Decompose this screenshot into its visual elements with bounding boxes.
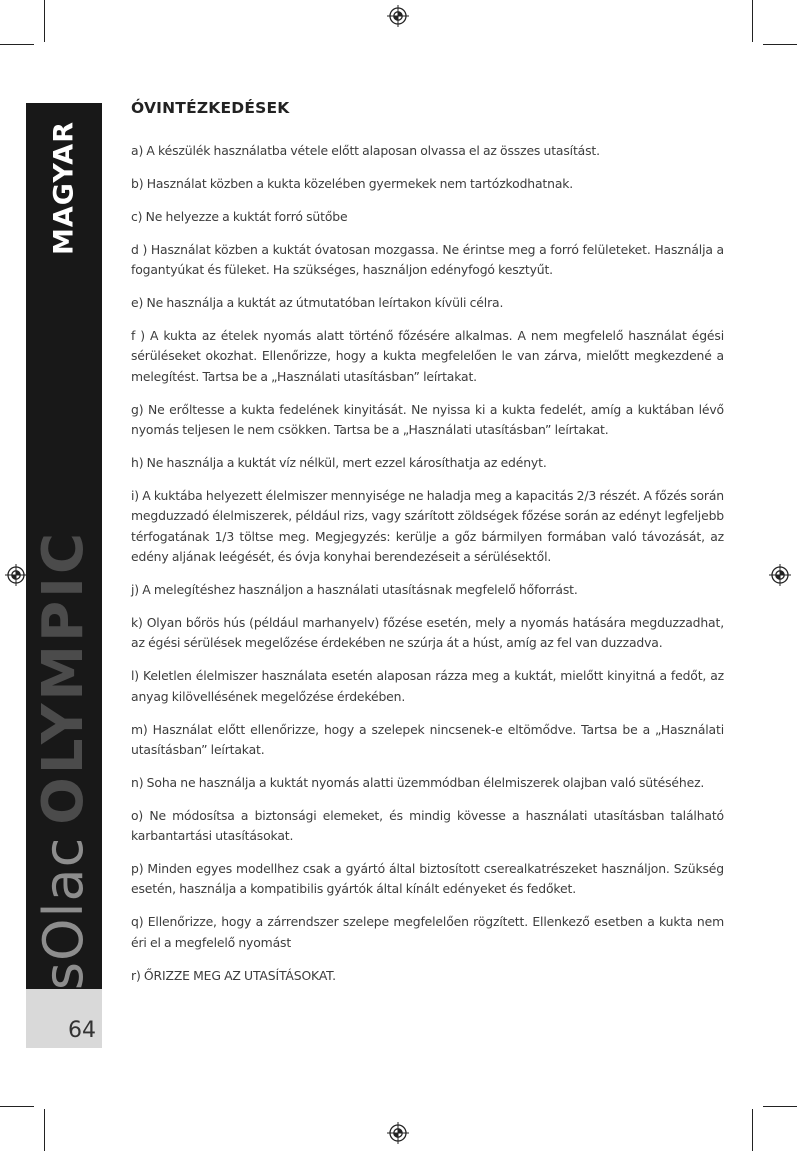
- crop-mark-bottom-right: [752, 1109, 753, 1151]
- brand-solac-text: sOlac: [32, 836, 95, 991]
- registration-right-icon: [769, 564, 791, 586]
- brand-olympic-text: OLYMPIC: [31, 529, 96, 825]
- precaution-k: k) Olyan bőrös hús (például marhanyelv) főzése esetén, mely a nyomás hatására megduzzadhat, az égési sérülések megelőzése érdekében ne szúrja át a húst, amíg az fel van duzzadva.: [131, 614, 724, 651]
- brand-logo: [31, 529, 96, 991]
- precaution-a: a) A készülék használatba vétele előtt alaposan olvassa el az összes utasítást.: [131, 143, 600, 158]
- precaution-i: i) A kuktába helyezett élelmiszer mennyisége ne haladja meg a kapacitás 2/3 részét. A főzés során megduzzadó élelmiszerek, például rizs, vagy szárított zöldségek főzése során az edényt legfeljebb térfogatának 1/3 töltse meg. Megjegyzés: kerülje a gőz bármilyen formában való távozását, az edény aljának leégését, és óvja konyhai berendezéseit a sérülésektől.: [131, 487, 724, 565]
- precaution-c: c) Ne helyezze a kuktát forró sütőbe: [131, 208, 348, 224]
- precaution-q: q) Ellenőrizze, hogy a zárrendszer szelepe megfelelően rögzített. Ellenkező esetben a kukta nem éri el a megfelelő nyomást: [131, 914, 724, 950]
- precautions-section: [131, 99, 724, 999]
- crop-mark-top-right-h: [763, 44, 797, 45]
- precaution-m: m) Használat előtt ellenőrizze, hogy a szelepek nincsenek-e eltömődve. Tartsa be a „Használati utasításban” leírtakat.: [131, 721, 724, 757]
- section-heading: ÓVINTÉZKEDÉSEK: [131, 99, 290, 117]
- precaution-b: b) Használat közben a kukta közelében gyermekek nem tartózkodhatnak.: [131, 175, 574, 191]
- language-label: MAGYAR: [48, 121, 80, 255]
- page-number: 64: [68, 1018, 96, 1043]
- crop-mark-top-right: [752, 0, 753, 42]
- precaution-e: e) Ne használja a kuktát az útmutatóban leírtakon kívüli célra.: [131, 295, 504, 311]
- precaution-p: p) Minden egyes modellhez csak a gyártó által biztosított cserealkatrészeket használjon. Szükség esetén, használja a kompatibilis gyártók által kínált edényeket és fedőket.: [131, 861, 724, 897]
- precaution-l: l) Keletlen élelmiszer használata esetén alaposan rázza meg a kuktát, mielőtt kinyitná a fedőt, az anyag kilövellésének megelőzése érdekében.: [131, 668, 724, 704]
- precaution-g: g) Ne erőltesse a kukta fedelének kinyitását. Ne nyissa ki a kukta fedelét, amíg a kuktában lévő nyomás teljesen le nem csökken. Tartsa be a „Használati utasításban” leírtakat.: [131, 401, 724, 438]
- registration-top-icon: [387, 5, 409, 27]
- registration-left-icon: [5, 564, 27, 586]
- precaution-n: n) Soha ne használja a kuktát nyomás alatti üzemmódban élelmiszerek olajban való sütéséhez.: [131, 774, 705, 790]
- crop-mark-bottom-right-h: [763, 1106, 797, 1107]
- crop-mark-bottom-left-h: [0, 1106, 34, 1107]
- precaution-h: h) Ne használja a kuktát víz nélkül, mert ezzel károsíthatja az edényt.: [131, 454, 547, 470]
- precaution-d: d ) Használat közben a kuktát óvatosan mozgassa. Ne érintse meg a forró felületeket. Használja a fogantyúkat és füleket. Ha szükséges, használjon edényfogó kesztyűt.: [131, 241, 724, 278]
- precaution-j: j) A melegítéshez használjon a használati utasításnak megfelelő hőforrást.: [131, 582, 578, 597]
- crop-mark-top-left: [44, 0, 45, 42]
- crop-mark-top-left-h: [0, 44, 34, 45]
- precaution-f: f ) A kukta az ételek nyomás alatt történő főzésére alkalmas. A nem megfelelő használat égési sérüléseket okozhat. Ellenőrizze, hogy a kukta megfelelően le van zárva, mielőtt megkezdené a melegítést. Tartsa be a „Használati utasításban” leírtakat.: [131, 327, 724, 384]
- registration-bottom-icon: [387, 1122, 409, 1144]
- crop-mark-bottom-left: [44, 1109, 45, 1151]
- precaution-r: r) ŐRIZZE MEG AZ UTASÍTÁSOKAT.: [131, 967, 336, 983]
- precaution-o: o) Ne módosítsa a biztonsági elemeket, és mindig kövesse a használati utasításban található karbantartási utasításokat.: [131, 807, 724, 844]
